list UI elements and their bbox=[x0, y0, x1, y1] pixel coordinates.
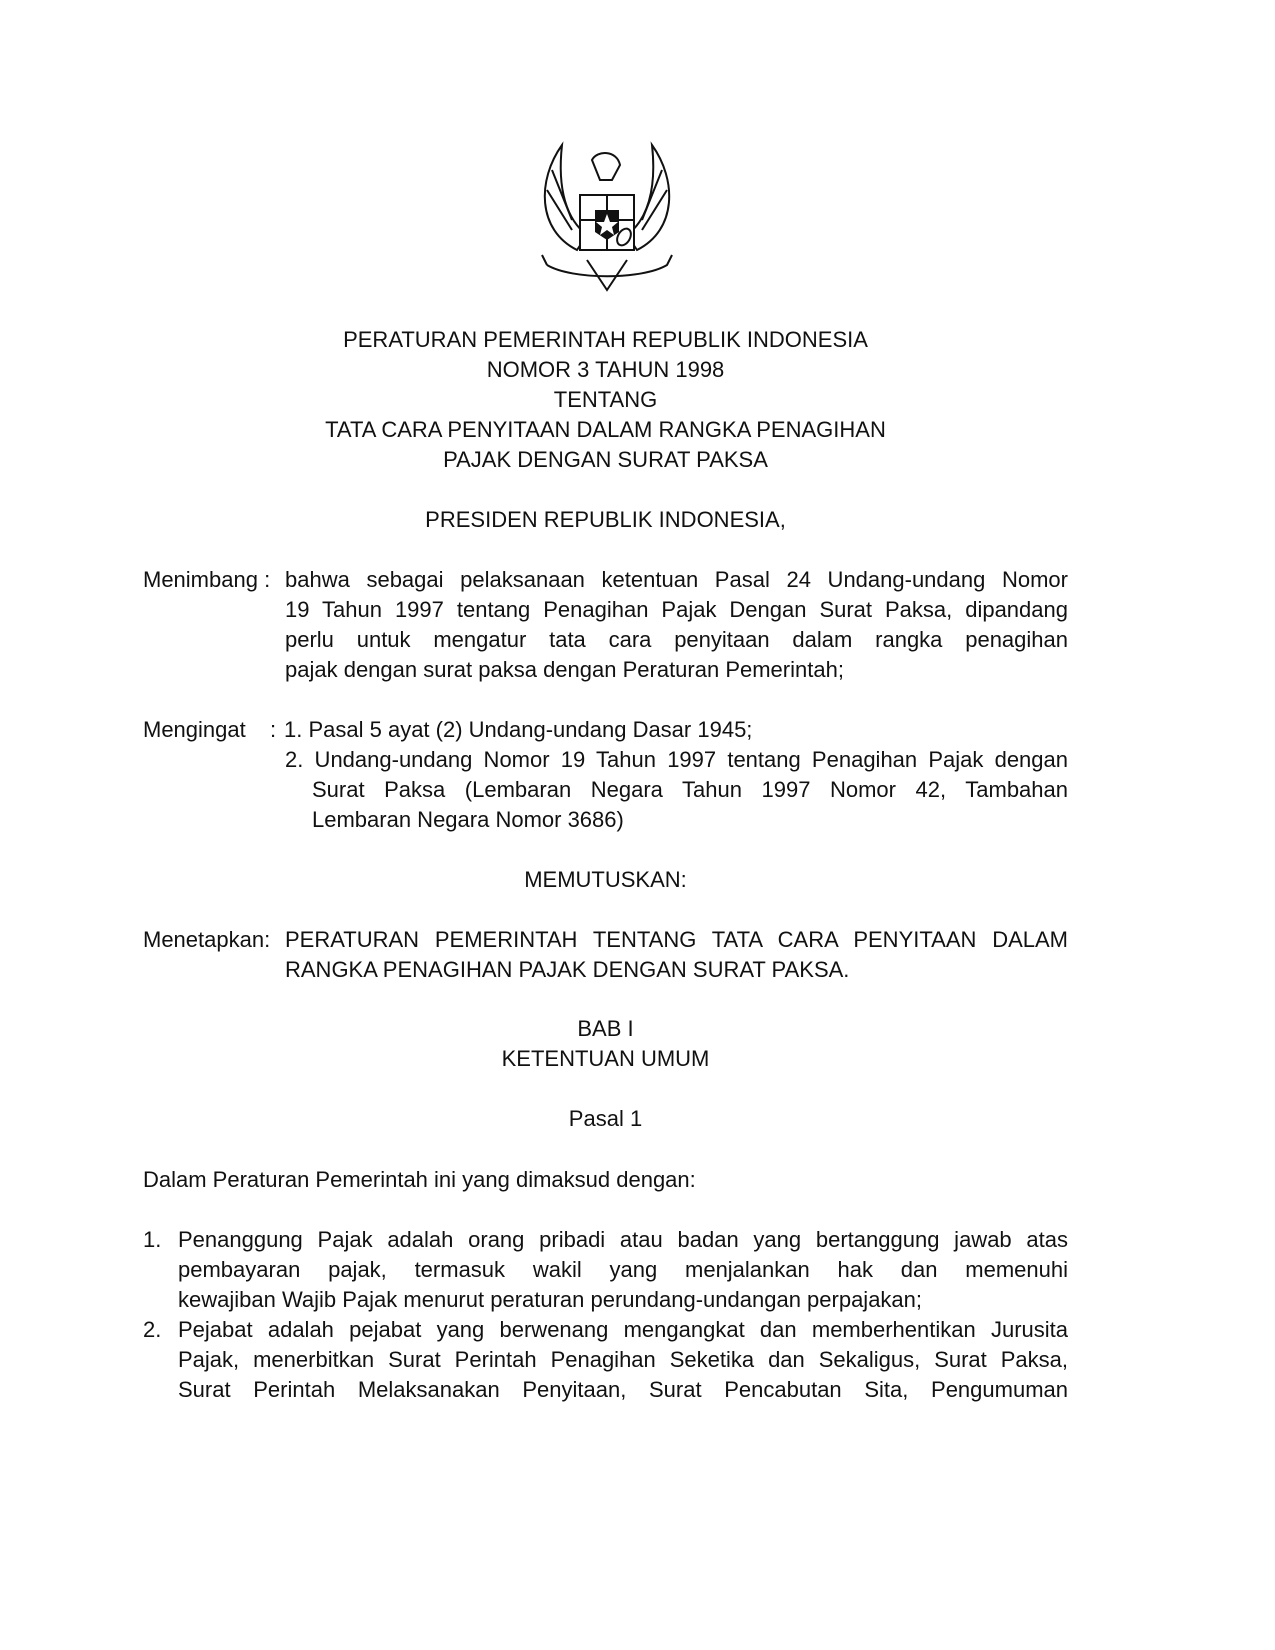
text-line: bahwa sebagai pelaksanaan ketentuan Pasal 24 Undang-undang Nomor bbox=[285, 567, 1068, 592]
title-line-5: PAJAK DENGAN SURAT PAKSA bbox=[443, 447, 768, 472]
pasal-intro: Dalam Peraturan Pemerintah ini yang dimaksud dengan: bbox=[143, 1167, 696, 1192]
text-line: PERATURAN PEMERINTAH TENTANG TATA CARA PENYITAAN DALAM bbox=[285, 927, 1068, 952]
text-line: pembayaran pajak, termasuk wakil yang menjalankan hak dan memenuhi bbox=[178, 1257, 1068, 1282]
mengingat-item-1: 1. Pasal 5 ayat (2) Undang-undang Dasar 1945; bbox=[284, 717, 753, 742]
text-line: Surat Perintah Melaksanakan Penyitaan, Surat Pencabutan Sita, Pengumuman bbox=[178, 1377, 1068, 1402]
text-line: 2. Undang-undang Nomor 19 Tahun 1997 tentang Penagihan Pajak dengan bbox=[285, 747, 1068, 772]
definition-item bbox=[178, 1315, 1068, 1405]
memutuskan-heading: MEMUTUSKAN: bbox=[524, 867, 687, 892]
text-line: pajak dengan surat paksa dengan Peraturan Pemerintah; bbox=[285, 657, 844, 682]
text-line: perlu untuk mengatur tata cara penyitaan dalam rangka penagihan bbox=[285, 627, 1068, 652]
president-heading: PRESIDEN REPUBLIK INDONESIA, bbox=[425, 507, 786, 532]
text-line: Pejabat adalah pejabat yang berwenang mengangkat dan memberhentikan Jurusita bbox=[178, 1317, 1068, 1342]
title-line-1: PERATURAN PEMERINTAH REPUBLIK INDONESIA bbox=[343, 327, 868, 352]
menetapkan-label: Menetapkan: bbox=[143, 927, 271, 952]
text-line: Lembaran Negara Nomor 3686) bbox=[312, 807, 624, 832]
pasal-heading: Pasal 1 bbox=[568, 1106, 643, 1131]
text-line: Pajak, menerbitkan Surat Perintah Penagihan Seketika dan Sekaligus, Surat Paksa, bbox=[178, 1347, 1068, 1372]
title-line-2: NOMOR 3 TAHUN 1998 bbox=[486, 357, 725, 382]
bab-heading: BAB I bbox=[577, 1016, 634, 1041]
text-line: RANGKA PENAGIHAN PAJAK DENGAN SURAT PAKSA. bbox=[285, 957, 850, 982]
text-line: kewajiban Wajib Pajak menurut peraturan perundang-undangan perpajakan; bbox=[178, 1287, 923, 1312]
bab-title: KETENTUAN UMUM bbox=[501, 1046, 710, 1071]
definition-number: 1. bbox=[143, 1227, 162, 1252]
garuda-emblem bbox=[532, 140, 682, 295]
title-line-3: TENTANG bbox=[553, 387, 658, 412]
menetapkan-text bbox=[285, 925, 1068, 985]
text-line: Surat Paksa (Lembaran Negara Tahun 1997 Nomor 42, Tambahan bbox=[312, 777, 1068, 802]
menimbang-label: Menimbang : bbox=[143, 567, 271, 592]
definition-number: 2. bbox=[143, 1317, 162, 1342]
text-line: Penanggung Pajak adalah orang pribadi atau badan yang bertanggung jawab atas bbox=[178, 1227, 1068, 1252]
mengingat-colon: : bbox=[270, 717, 277, 742]
definition-item bbox=[178, 1225, 1068, 1315]
text-line: 19 Tahun 1997 tentang Penagihan Pajak Dengan Surat Paksa, dipandang bbox=[285, 597, 1068, 622]
mengingat-item-2 bbox=[285, 745, 1068, 835]
title-line-4: TATA CARA PENYITAAN DALAM RANGKA PENAGIHAN bbox=[325, 417, 886, 442]
mengingat-label: Mengingat bbox=[143, 717, 246, 742]
menimbang-text bbox=[285, 565, 1068, 685]
